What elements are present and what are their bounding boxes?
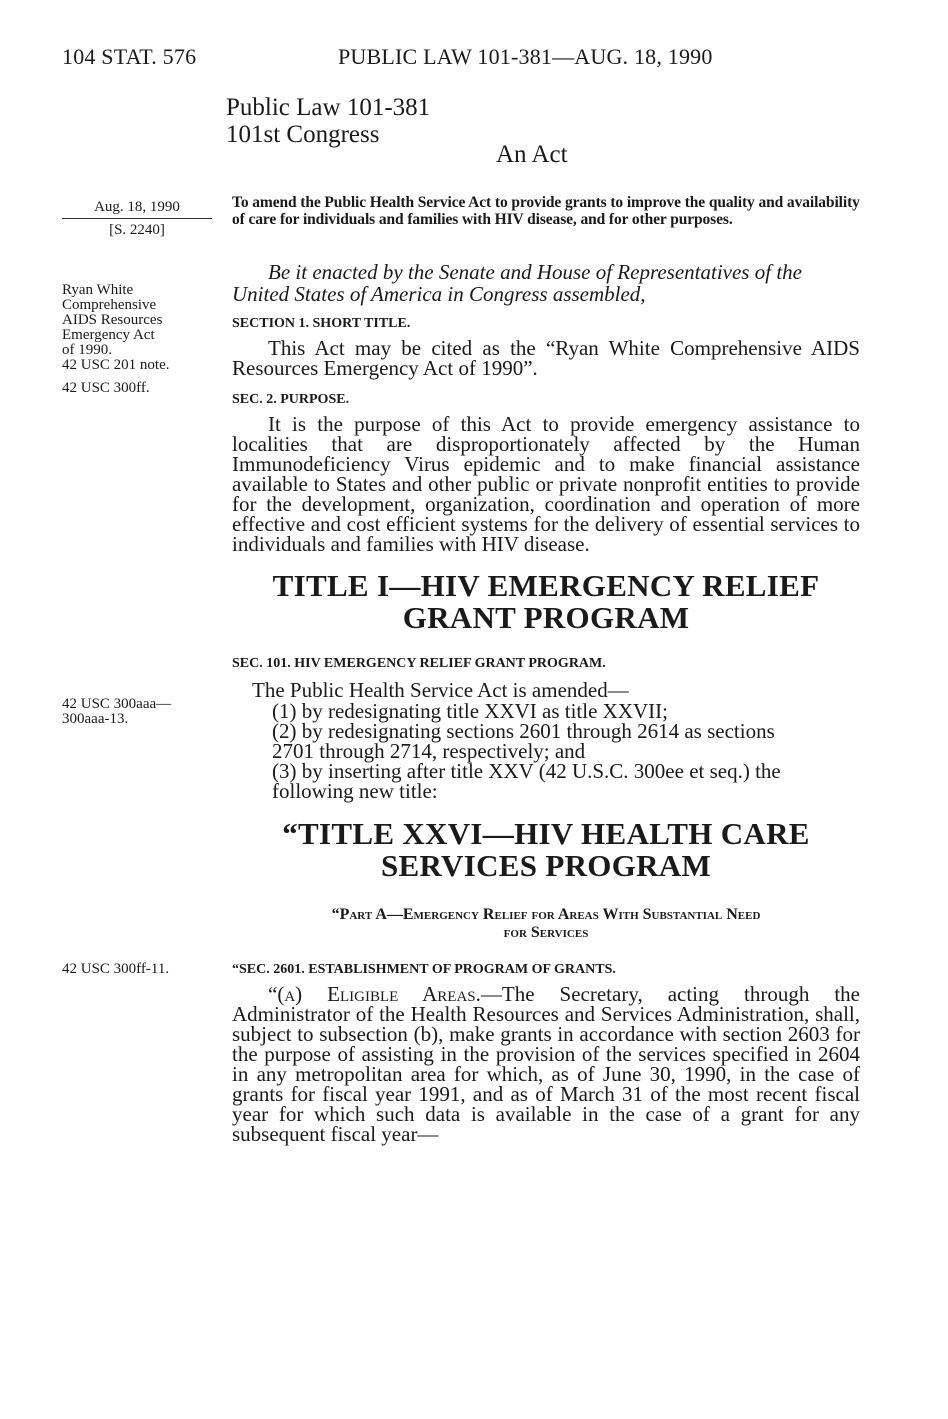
title-1-line-2: GRANT PROGRAM: [402, 600, 690, 635]
bill-number: [S. 2240]: [109, 222, 165, 238]
title-1-line-1: TITLE I—HIV EMERGENCY RELIEF: [272, 568, 820, 603]
section-2-heading: SEC. 2. PURPOSE.: [232, 392, 350, 407]
amendment-item-2-line-2: 2701 through 2714, respectively; and: [272, 739, 586, 763]
stat-page-number: 104 STAT. 576: [62, 44, 197, 69]
amendment-item-3-line-1: (3) by inserting after title XXV (42 U.S.C. 300ee et seq.) the: [272, 759, 781, 783]
enactment-date-note: [62, 199, 212, 239]
part-a-heading: [232, 906, 860, 942]
section-2601-subsection-a: [232, 984, 860, 1144]
margin-line: 300aaa-13.: [62, 711, 129, 727]
law-number: Public Law 101-381: [226, 94, 431, 121]
enacting-clause: Be it enacted by the Senate and House of Representatives of the United States of America in Congress assembled,: [232, 260, 802, 306]
amendment-item-1: (1) by redesignating title XXVI as title XXVII;: [272, 699, 668, 723]
subsection-a-text: —The Secretary, acting through the Administrator of the Health Resources and Services Administration, shall, subject to subsection (b), make grants in accordance with section 2603 for the purpose of assisting in the provision of the services specified in 2604 in any metropolitan area for which, as of June 30, 1990, in the case of grants for fiscal year 1991, and as of March 31 of the most recent fiscal year for which such data is available in the case of a grant for any subsequent fiscal year—: [232, 982, 860, 1146]
margin-line: Emergency Act: [62, 327, 155, 343]
part-a-line-1: “Part A—Emergency Relief for Areas With Substantial Need: [331, 906, 761, 923]
margin-line: 42 USC 300aaa—: [62, 696, 172, 712]
law-title-block: [226, 94, 430, 148]
amendment-item-3-line-2: following new title:: [272, 779, 438, 803]
title-1-heading: [232, 570, 860, 634]
section-2601-heading: “SEC. 2601. ESTABLISHMENT OF PROGRAM OF GRANTS.: [232, 962, 616, 977]
title-26-line-2: SERVICES PROGRAM: [380, 848, 712, 883]
margin-line: Ryan White: [62, 282, 134, 298]
short-title-margin-note: [62, 283, 222, 396]
margin-line: Comprehensive: [62, 297, 157, 313]
congress-number: 101st Congress: [226, 121, 380, 148]
usc-note: 42 USC 300ff.: [62, 380, 150, 396]
part-a-line-2: for Services: [503, 924, 589, 941]
running-title: PUBLIC LAW 101-381—AUG. 18, 1990: [338, 44, 713, 69]
section-1-heading: SECTION 1. SHORT TITLE.: [232, 316, 411, 331]
section-101-intro: The Public Health Service Act is amended—: [252, 678, 629, 702]
act-purpose: To amend the Public Health Service Act to provide grants to improve the quality and availability of care for individuals and families with HIV disease, and for other purposes.: [232, 194, 860, 228]
title-26-heading: [232, 818, 860, 882]
section-2-text: It is the purpose of this Act to provide emergency assistance to localities that are disproportionately affected by the Human Immunodeficiency Virus epidemic and to make financial assistance available to States and other public or private nonprofit entities to provide for the development, organization, coordination and operation of more effective and cost efficient systems for the delivery of essential services to individuals and families with HIV disease.: [232, 412, 860, 556]
title-26-line-1: “TITLE XXVI—HIV HEALTH CARE: [282, 816, 810, 851]
amendment-item-2-line-1: (2) by redesignating sections 2601 through 2614 as sections: [272, 719, 775, 743]
usc-300aaa-margin-note: [62, 697, 222, 727]
subsection-a-label: “(a) Eligible Areas.: [268, 982, 481, 1006]
usc-300ff-11-margin-note: 42 USC 300ff-11.: [62, 961, 170, 977]
section-101-heading: SEC. 101. HIV EMERGENCY RELIEF GRANT PROGRAM.: [232, 656, 606, 671]
enactment-date: Aug. 18, 1990: [62, 199, 212, 219]
act-label: An Act: [496, 141, 568, 168]
margin-line: AIDS Resources: [62, 312, 163, 328]
usc-note: 42 USC 201 note.: [62, 357, 170, 373]
margin-line: of 1990.: [62, 342, 112, 358]
section-1-text: This Act may be cited as the “Ryan White Comprehensive AIDS Resources Emergency Act of 1990”.: [232, 336, 860, 380]
